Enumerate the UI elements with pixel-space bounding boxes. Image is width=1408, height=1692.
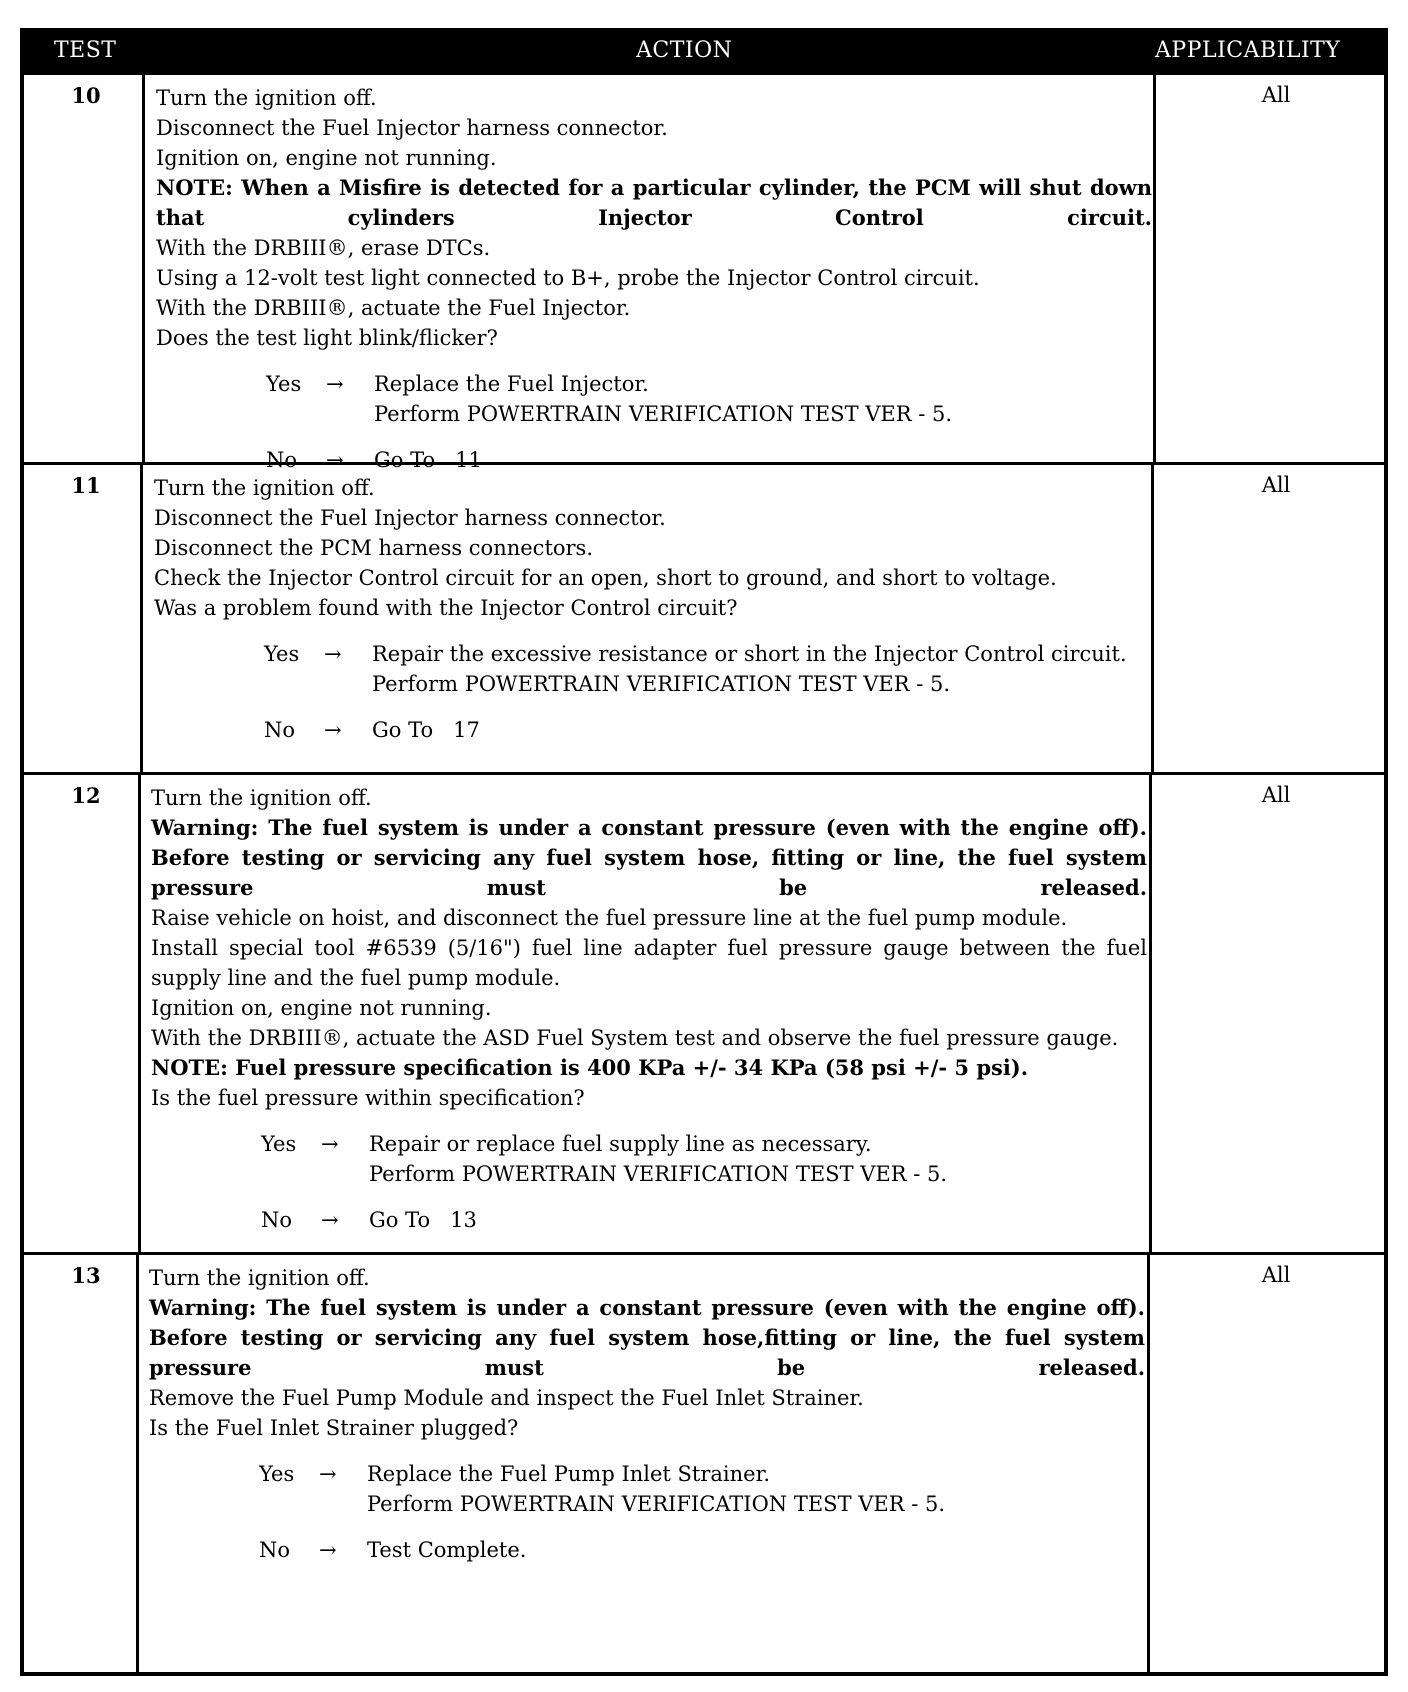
question: Is the fuel pressure within specification? xyxy=(151,1086,585,1110)
no-action: Go To 17 xyxy=(372,718,480,742)
test-number: 10 xyxy=(71,83,101,108)
header-applicability: APPLICABILITY xyxy=(1155,38,1341,63)
test-number: 13 xyxy=(71,1263,101,1288)
step: Using a 12-volt test light connected to B+, probe the Injector Control circuit. xyxy=(156,266,980,290)
applicability: All xyxy=(1261,783,1291,807)
no-action: Go To 11 xyxy=(374,448,482,472)
warning: Warning: The fuel system is under a constant pressure (even with the engine off). Before testing or servicing any fuel system hose, fitting or line, the fuel system pressure must be released. xyxy=(151,815,1147,900)
no-label: No xyxy=(266,448,298,472)
applicability: All xyxy=(1261,473,1291,497)
yes-branch xyxy=(149,1459,1145,1519)
yes-action: Repair the excessive resistance or short in the Injector Control circuit. xyxy=(372,642,1127,666)
step: Check the Injector Control circuit for an open, short to ground, and short to voltage. xyxy=(154,566,1057,590)
no-action: Go To 13 xyxy=(369,1208,477,1232)
step: Disconnect the Fuel Injector harness connector. xyxy=(154,506,666,530)
step: Turn the ignition off. xyxy=(151,786,372,810)
yes-label: Yes xyxy=(264,642,300,666)
action-text xyxy=(151,783,1147,1235)
yes-branch xyxy=(156,369,1152,429)
diagnostic-table xyxy=(20,28,1388,1676)
arrow-icon: → xyxy=(324,718,342,742)
yes-action: Perform POWERTRAIN VERIFICATION TEST VER - 5. xyxy=(369,1162,948,1186)
no-branch xyxy=(149,1535,1145,1565)
yes-action: Replace the Fuel Injector. xyxy=(374,372,649,396)
test-row-10 xyxy=(24,72,1384,472)
test-row-12 xyxy=(24,772,1384,1254)
question: Was a problem found with the Injector Control circuit? xyxy=(154,596,738,620)
applicability: All xyxy=(1261,83,1291,107)
yes-branch xyxy=(154,639,1150,699)
note: NOTE: When a Misfire is detected for a particular cylinder, the PCM will shut down that cylinders Injector Control circuit. xyxy=(156,175,1152,230)
arrow-icon: → xyxy=(319,1538,337,1562)
applicability: All xyxy=(1261,1263,1291,1287)
yes-action: Replace the Fuel Pump Inlet Strainer. xyxy=(367,1462,770,1486)
arrow-icon: → xyxy=(321,1208,339,1232)
table-header xyxy=(24,32,1384,74)
step: Ignition on, engine not running. xyxy=(156,146,497,170)
yes-branch xyxy=(151,1129,1147,1189)
warning: Warning: The fuel system is under a constant pressure (even with the engine off). Before testing or servicing any fuel system hose,fitting or line, the fuel system pressure must be released. xyxy=(149,1295,1145,1380)
yes-action: Perform POWERTRAIN VERIFICATION TEST VER - 5. xyxy=(374,402,953,426)
arrow-icon: → xyxy=(326,372,344,396)
no-branch xyxy=(154,715,1150,745)
action-text xyxy=(156,83,1152,475)
step: Disconnect the Fuel Injector harness connector. xyxy=(156,116,668,140)
yes-label: Yes xyxy=(259,1462,295,1486)
action-text xyxy=(149,1263,1145,1565)
step: Turn the ignition off. xyxy=(154,476,375,500)
step: With the DRBIII®, erase DTCs. xyxy=(156,236,491,260)
test-number: 12 xyxy=(71,783,101,808)
yes-action: Perform POWERTRAIN VERIFICATION TEST VER - 5. xyxy=(372,672,951,696)
no-label: No xyxy=(261,1208,293,1232)
action-text xyxy=(154,473,1150,745)
question: Is the Fuel Inlet Strainer plugged? xyxy=(149,1416,519,1440)
yes-action: Repair or replace fuel supply line as necessary. xyxy=(369,1132,872,1156)
step: Remove the Fuel Pump Module and inspect the Fuel Inlet Strainer. xyxy=(149,1386,864,1410)
step: With the DRBIII®, actuate the ASD Fuel System test and observe the fuel pressure gauge. xyxy=(151,1026,1119,1050)
no-label: No xyxy=(264,718,296,742)
no-label: No xyxy=(259,1538,291,1562)
step: With the DRBIII®, actuate the Fuel Injector. xyxy=(156,296,631,320)
test-number: 11 xyxy=(71,473,101,498)
yes-action: Perform POWERTRAIN VERIFICATION TEST VER - 5. xyxy=(367,1492,946,1516)
step: Turn the ignition off. xyxy=(149,1266,370,1290)
step: Ignition on, engine not running. xyxy=(151,996,492,1020)
test-row-13 xyxy=(24,1252,1384,1672)
arrow-icon: → xyxy=(319,1462,337,1486)
step: Install special tool #6539 (5/16") fuel line adapter fuel pressure gauge between the fuel supply line and the fuel pump module. xyxy=(151,936,1147,990)
test-row-11 xyxy=(24,462,1384,774)
step: Disconnect the PCM harness connectors. xyxy=(154,536,594,560)
yes-label: Yes xyxy=(261,1132,297,1156)
step: Turn the ignition off. xyxy=(156,86,377,110)
header-test: TEST xyxy=(54,38,117,63)
step: Raise vehicle on hoist, and disconnect the fuel pressure line at the fuel pump module. xyxy=(151,906,1068,930)
no-action: Test Complete. xyxy=(367,1538,527,1562)
note: NOTE: Fuel pressure specification is 400 KPa +/- 34 KPa (58 psi +/- 5 psi). xyxy=(151,1055,1029,1080)
arrow-icon: → xyxy=(324,642,342,666)
header-action: ACTION xyxy=(636,38,733,63)
yes-label: Yes xyxy=(266,372,302,396)
question: Does the test light blink/flicker? xyxy=(156,326,498,350)
arrow-icon: → xyxy=(321,1132,339,1156)
arrow-icon: → xyxy=(326,448,344,472)
no-branch xyxy=(151,1205,1147,1235)
